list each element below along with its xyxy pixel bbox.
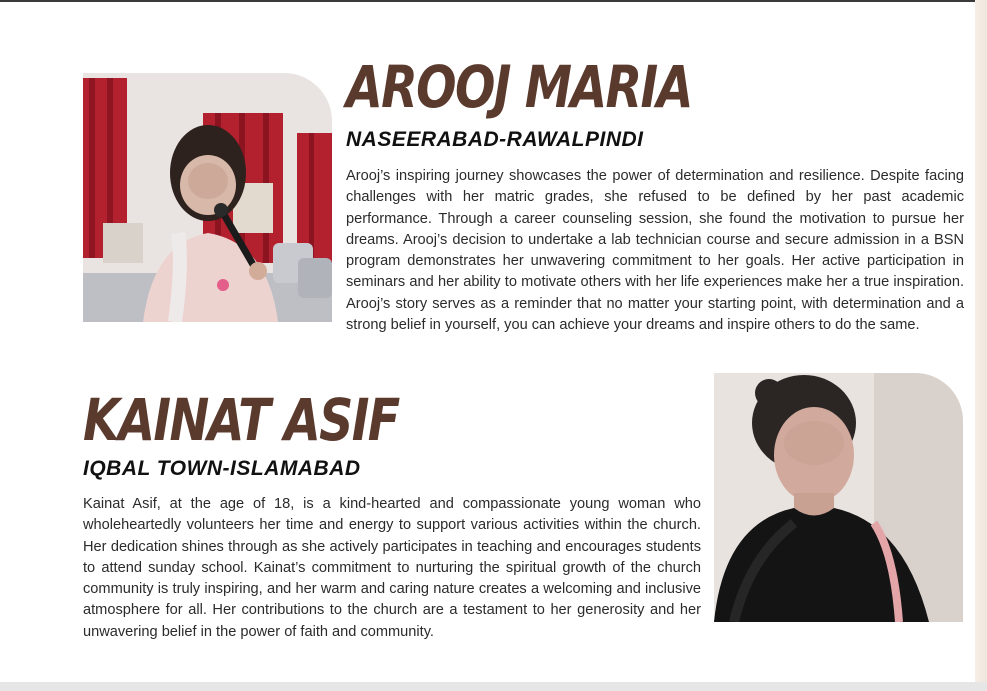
profile-location-arooj: NASEERABAD-RAWALPINDI [346,128,644,151]
page-edge-right [975,0,987,691]
profile-bio-arooj: Arooj’s inspiring journey showcases the power of determination and resilience. Despite facing challenges with her matric grades, she refused to be defined by her past academic performance. Through a career counseling session, she found the motivation to pursue her dreams. Arooj’s decision to undertake a lab technician course and secure admission in a BSN program demonstrates her unwavering commitment to her goals. Her active participation in seminars and her ability to motivate others with her life experiences make her a true inspiration. Arooj’s story serves as a reminder that no matter your starting point, with determination and a strong belief in yourself, you can achieve your dreams and inspire others to do the same. [346,168,964,334]
profile-name-kainat: KAINAT ASIF [83,386,399,454]
profile-name-arooj: AROOJ MARIA [346,53,692,121]
profile-photo-kainat [714,373,963,622]
page-edge-bottom [0,682,987,691]
profile-location-kainat: IQBAL TOWN-ISLAMABAD [83,457,361,480]
photo-kainat-image [714,373,963,622]
photo-arooj-image [83,73,332,322]
profile-bio-kainat: Kainat Asif, at the age of 18, is a kind-hearted and compassionate young woman who wholeheartedly volunteers her time and energy to support various activities within the church. Her dedication shines through as she actively participates in teaching and encourages students to attend sunday school. Kainat’s commitment to nurturing the spiritual growth of the church community is truly inspiring, and her warm and caring nature creates a welcoming and inclusive atmosphere for all. Her contributions to the church are a testament to her generosity and her unwavering belief in the power of faith and community. [83,496,701,640]
profile-photo-arooj [83,73,332,322]
